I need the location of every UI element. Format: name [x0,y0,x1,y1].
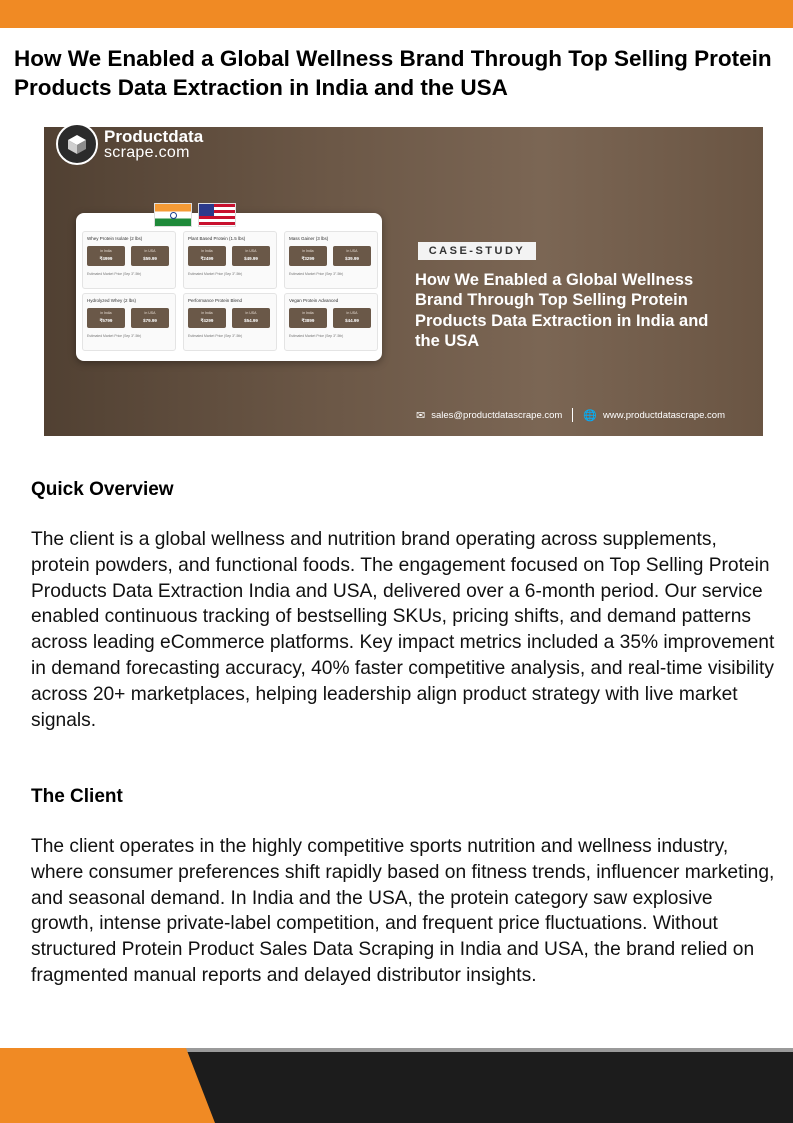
pill-value: $39.99 [345,256,359,261]
logo-line-2: scrape.com [104,143,190,161]
tile-title: Vegan Protein Advanced [289,298,339,303]
pill-label: in USA [245,311,257,315]
contact-website[interactable]: www.productdatascrape.com [603,409,726,421]
contact-divider [572,408,573,422]
price-pill-india [289,308,327,328]
country-flags [154,203,236,227]
price-comparison-card [76,213,382,361]
page-title: How We Enabled a Global Wellness Brand Through Top Selling Protein Products Data Extraction in India and the USA [14,46,772,100]
section-heading-client: The Client [31,786,123,807]
tile-note: Estimated Market Price (Sep 3°-5th) [289,272,344,276]
tile-note: Estimated Market Price (Sep 3°-5th) [188,272,243,276]
pill-value: $54.99 [244,318,258,323]
pill-value: ₹3899 [301,318,315,323]
tile-note: Estimated Market Price (Sep 3°-5th) [87,334,142,338]
pill-label: in India [302,311,314,315]
pill-label: in USA [245,249,257,253]
tile-note: Estimated Market Price (Sep 3°-5th) [87,272,142,276]
pill-label: in India [302,249,314,253]
globe-icon: 🌐 [583,409,598,422]
section-heading-overview: Quick Overview [31,479,174,500]
price-tile [183,231,277,289]
price-pill-india [188,308,226,328]
tile-note: Estimated Market Price (Sep 3°-5th) [289,334,344,338]
pill-label: in USA [144,249,156,253]
banner-headline: How We Enabled a Global Wellness Brand Through Top Selling Protein Products Data Extraction in India and the USA [415,271,709,351]
pill-label: in India [100,311,112,315]
pill-label: in USA [346,311,358,315]
tile-title: Performance Protein Blend [188,298,243,303]
banner-bottom-margin [26,436,763,450]
section-body-client: The client operates in the highly competitive sports nutrition and wellness industry, where consumer preferences shift rapidly based on fitness trends, influencer marketing, and seasonal demand. In India and the USA, the protein category saw explosive growth, intense private-label competition, and frequent price fluctuations. Without structured Protein Product Sales Data Scraping in India and USA, the brand relied on fragmented manual reports and delayed distributor insights. [31,836,775,986]
pill-value: $49.99 [244,256,258,261]
pill-label: in USA [346,249,358,253]
mail-icon: ✉ [416,409,426,422]
pill-value: ₹5799 [99,318,113,323]
price-pill-usa [333,246,371,266]
banner-contacts [416,408,725,422]
hero-banner [26,113,763,450]
price-tile [82,293,176,351]
case-study-badge: CASE-STUDY [418,242,536,260]
india-flag-icon [154,203,192,227]
pill-value: ₹3299 [301,256,315,261]
price-pill-usa [232,308,270,328]
pill-label: in USA [144,311,156,315]
top-accent-bar [0,0,793,28]
banner-left-margin [26,127,44,450]
pill-label: in India [201,249,213,253]
tile-title: Hydrolyzed Whey (2 lbs) [87,298,137,303]
logo-wordmark [104,128,203,161]
tile-title: Plant Based Protein (1.5 lbs) [188,236,246,241]
pill-label: in India [201,311,213,315]
usa-flag-icon [198,203,236,227]
footer-orange-wedge [0,1048,215,1123]
price-tile [183,293,277,351]
pill-label: in India [100,249,112,253]
tile-note: Estimated Market Price (Sep 3°-5th) [188,334,243,338]
pill-value: ₹2499 [200,256,214,261]
pill-value: $79.99 [143,318,157,323]
price-pill-india [289,246,327,266]
tile-title: Mass Gainer (3 lbs) [289,236,329,241]
price-pill-usa [131,308,169,328]
contact-email[interactable]: sales@productdatascrape.com [431,409,563,421]
pill-value: ₹4299 [200,318,214,323]
pill-value: $59.99 [143,256,157,261]
pill-value: $44.99 [345,318,359,323]
pill-value: ₹4999 [99,256,113,261]
tile-title: Whey Protein Isolate (2 lbs) [87,236,143,241]
price-pill-usa [232,246,270,266]
section-body-overview: The client is a global wellness and nutrition brand operating across supplements, protein powders, and functional foods. The engagement focused on Top Selling Protein Products Data Extraction India and USA, delivered over a 6-month period. Our service enabled continuous tracking of bestselling SKUs, pricing shifts, and demand patterns across leading eCommerce platforms. Key impact metrics included a 35% improvement in demand forecasting accuracy, 40% faster competitive analysis, and real-time visibility across 20+ marketplaces, helping leadership align product strategy with live market signals. [31,529,775,731]
price-pill-india [87,308,125,328]
cube-logo-icon [56,123,98,165]
price-tile [82,231,176,289]
footer-gray-stripe [186,1048,793,1052]
price-pill-usa [131,246,169,266]
price-pill-india [87,246,125,266]
brand-logo [56,123,203,165]
price-tile [284,293,378,351]
price-pill-usa [333,308,371,328]
logo-line-1: Productdata [104,126,204,146]
price-pill-india [188,246,226,266]
price-tile [284,231,378,289]
